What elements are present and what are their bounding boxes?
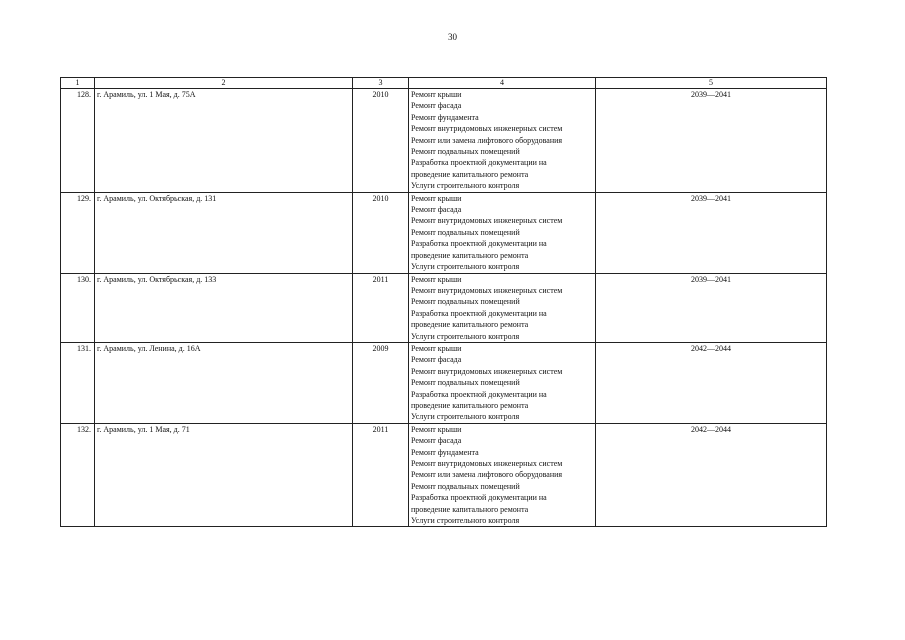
table-row: [61, 192, 827, 273]
work-item: Ремонт фасада: [411, 355, 462, 365]
works-cell: [409, 192, 596, 273]
table-row: [61, 89, 827, 193]
work-item: Ремонт крыши: [411, 424, 462, 434]
year-cell: 2011: [353, 423, 409, 527]
row-number: 132.: [61, 423, 95, 527]
works-cell: [409, 273, 596, 342]
work-item: Ремонт подвальных помещений: [411, 297, 520, 307]
column-header: 5: [596, 78, 827, 89]
work-item: Ремонт фасада: [411, 205, 462, 215]
work-item: Ремонт или замена лифтового оборудования: [411, 135, 563, 145]
column-number-row: [61, 78, 827, 89]
works-cell: [409, 423, 596, 527]
column-header: 2: [95, 78, 353, 89]
work-item: Ремонт фундамента: [411, 112, 479, 122]
table-row: [61, 423, 827, 527]
work-item: Разработка проектной документации на: [411, 158, 547, 168]
column-header: 3: [353, 78, 409, 89]
row-number: 131.: [61, 342, 95, 423]
work-item: Ремонт или замена лифтового оборудования: [411, 470, 563, 480]
year-cell: 2010: [353, 89, 409, 193]
work-item: Ремонт внутридомовых инженерных систем: [411, 285, 563, 295]
page-number: 30: [448, 32, 457, 42]
works-cell: [409, 89, 596, 193]
work-item: Ремонт крыши: [411, 193, 462, 203]
work-item: Разработка проектной документации на: [411, 493, 547, 503]
year-cell: 2011: [353, 273, 409, 342]
work-item: Разработка проектной документации на: [411, 389, 547, 399]
work-item: Ремонт фасада: [411, 436, 462, 446]
work-item: проведение капитального ремонта: [411, 250, 529, 260]
work-item: Услуги строительного контроля: [411, 262, 520, 272]
work-item: проведение капитального ремонта: [411, 320, 529, 330]
work-item: Ремонт внутридомовых инженерных систем: [411, 216, 563, 226]
work-item: Ремонт крыши: [411, 343, 462, 353]
work-item: Разработка проектной документации на: [411, 239, 547, 249]
address-cell: г. Арамиль, ул. Октябрьская, д. 131: [95, 192, 353, 273]
address-cell: г. Арамиль, ул. 1 Мая, д. 71: [95, 423, 353, 527]
address-cell: г. Арамиль, ул. 1 Мая, д. 75А: [95, 89, 353, 193]
row-number: 129.: [61, 192, 95, 273]
address-cell: г. Арамиль, ул. Октябрьская, д. 133: [95, 273, 353, 342]
work-item: Ремонт внутридомовых инженерных систем: [411, 366, 563, 376]
period-cell: 2039—2041: [596, 89, 827, 193]
work-item: Услуги строительного контроля: [411, 181, 520, 191]
period-cell: 2039—2041: [596, 192, 827, 273]
work-item: Ремонт подвальных помещений: [411, 147, 520, 157]
work-item: Ремонт подвальных помещений: [411, 227, 520, 237]
work-item: Разработка проектной документации на: [411, 308, 547, 318]
column-header: 4: [409, 78, 596, 89]
period-cell: 2042—2044: [596, 342, 827, 423]
works-cell: [409, 342, 596, 423]
work-item: Услуги строительного контроля: [411, 516, 520, 526]
row-number: 128.: [61, 89, 95, 193]
year-cell: 2010: [353, 192, 409, 273]
work-item: Ремонт крыши: [411, 90, 462, 99]
work-item: Ремонт фундамента: [411, 447, 479, 457]
row-number: 130.: [61, 273, 95, 342]
work-item: проведение капитального ремонта: [411, 400, 529, 410]
period-cell: 2039—2041: [596, 273, 827, 342]
work-item: Ремонт внутридомовых инженерных систем: [411, 459, 563, 468]
table-row: [61, 342, 827, 423]
address-cell: г. Арамиль, ул. Ленина, д. 16А: [95, 342, 353, 423]
column-header: 1: [61, 78, 95, 89]
work-item: Ремонт подвальных помещений: [411, 481, 520, 491]
period-cell: 2042—2044: [596, 423, 827, 527]
work-item: Услуги строительного контроля: [411, 331, 520, 341]
work-item: проведение капитального ремонта: [411, 169, 529, 179]
table-row: [61, 273, 827, 342]
year-cell: 2009: [353, 342, 409, 423]
work-item: Услуги строительного контроля: [411, 412, 520, 422]
work-item: Ремонт внутридомовых инженерных систем: [411, 124, 563, 134]
work-item: Ремонт крыши: [411, 274, 462, 284]
work-item: Ремонт подвальных помещений: [411, 378, 520, 388]
work-item: проведение капитального ремонта: [411, 504, 529, 514]
capital-repair-table: [60, 77, 827, 527]
work-item: Ремонт фасада: [411, 101, 462, 111]
